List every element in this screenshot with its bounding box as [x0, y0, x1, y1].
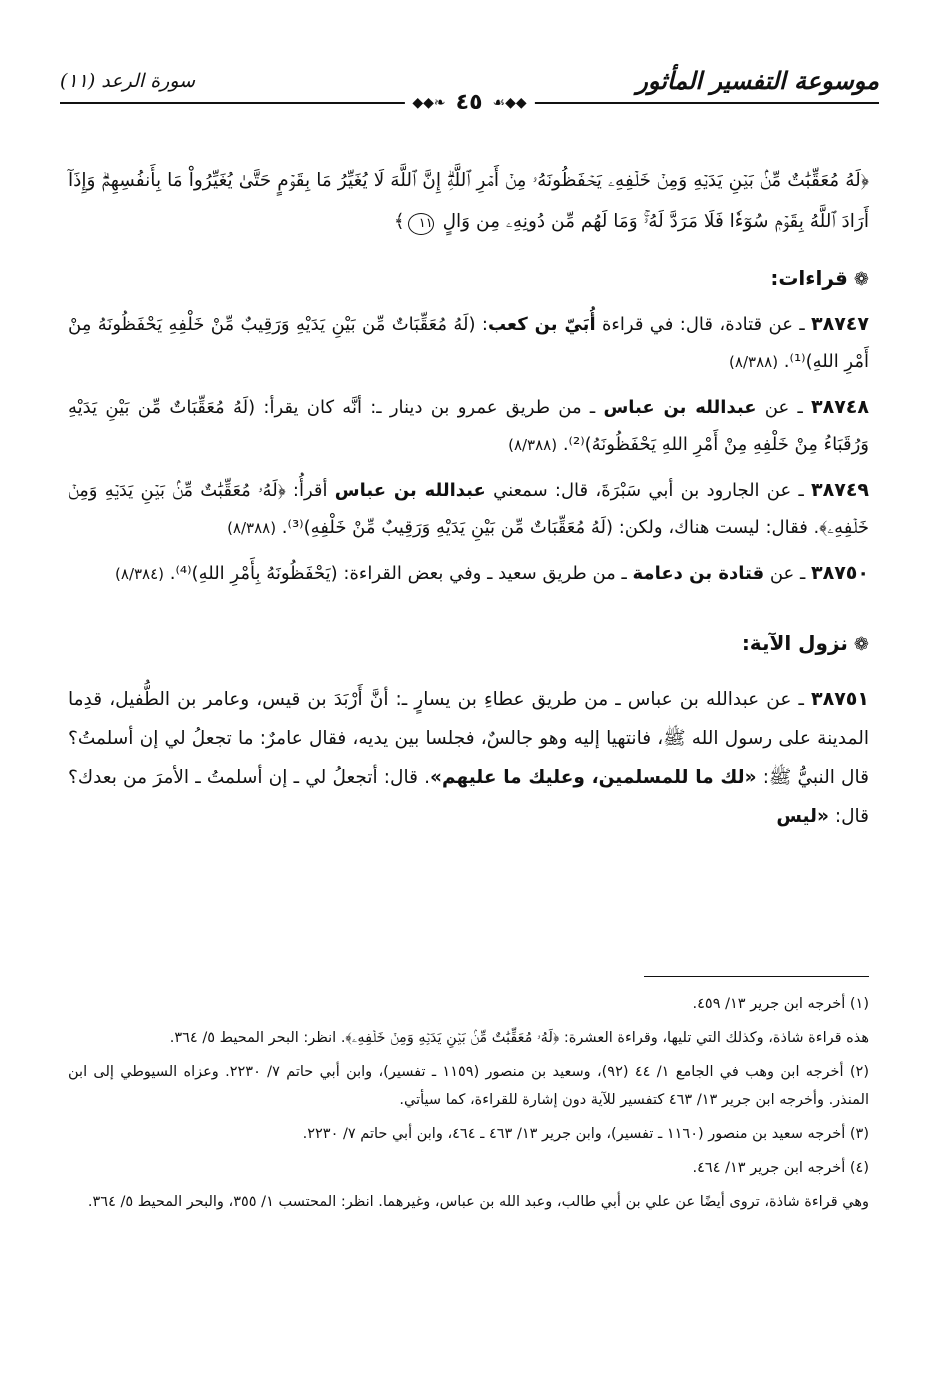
footnote: (٤) أخرجه ابن جرير ١٣/ ٤٦٤.	[692, 1160, 869, 1176]
narration-text: ـ من طريق سعيد ـ وفي بعض القراءة: (يَحْفَظُونَهُ بِأَمْرِ اللهِ)⁽⁴⁾.	[169, 563, 633, 584]
section-heading-label: نزول الآية:	[741, 631, 848, 655]
narrator-name: عبدالله بن عباس	[334, 480, 486, 501]
narration-text: أقرأُ: ﴿لَهُۥ مُعَقِّبَٰتٌ مِّنۢ بَيۡنِ يَدَيۡهِ وَمِنۡ خَلۡفِهِۦ﴾. فقال: ليست هناك، ولكن: (لَهُ مُعَقِّبَاتٌ مِّن بَيْنِ يَدَيْهِ وَرَقِيبٌ مِّنْ خَلْفِهِ)⁽³⁾.	[68, 480, 869, 538]
section-heading-nuzul	[68, 627, 869, 661]
narration-entry	[68, 472, 869, 547]
hadith-quote: «ليس	[776, 805, 829, 827]
main-content	[68, 160, 869, 854]
spacer	[68, 601, 869, 623]
narrator-name: عبدالله بن عباس	[603, 397, 757, 418]
narration-text: ـ عن	[756, 397, 812, 418]
verse-text: ﴿لَهُ مُعَقِّبَٰتٌ مِّنۢ بَيۡنِ يَدَيۡهِ وَمِنۡ خَلۡفِهِۦ يَحۡفَظُونَهُۥ مِنۡ أَمۡرِ ٱللَّهِۗ إِنَّ ٱللَّهَ لَا يُغَيِّرُ مَا بِقَوۡمٍ حَتَّىٰ يُغَيِّرُواْ مَا بِأَنفُسِهِمۡۗ وَإِذَآ أَرَادَ ٱللَّهُ بِقَوۡمٖ سُوٓءٗا فَلَا مَرَدَّ لَهُۥۚ وَمَا لَهُم مِّن دُونِهِۦ مِن وَالٍ	[68, 170, 869, 232]
page-number-block	[404, 90, 534, 115]
section-heading-qiraat	[68, 262, 869, 296]
narration-text: ـ عن	[764, 563, 812, 584]
footnote-rule	[644, 976, 869, 977]
flower-icon: ❁	[853, 269, 869, 290]
footnote: (٢) أخرجه ابن وهب في الجامع ١/ ٤٤ (٩٢)، وسعيد بن منصور (١١٥٩ ـ تفسير)، وابن أبي حاتم ٧/ ٢٢٣٠. وعزاه السيوطي إلى ابن المنذر. وأخرجه ابن جرير ١٣/ ٤٦٣ كتفسير للآية دون إشارة للقراءة، كما سيأتي.	[68, 1064, 869, 1108]
narration-text: ـ عن الجارود بن أبي سَبْرَةَ، قال: سمعني	[485, 480, 812, 501]
section-heading-label: قراءات:	[770, 266, 848, 290]
narration-text: : (لَهُ مُعَقِّبَاتٌ مِّن بَيْنِ يَدَيْهِ وَرَقِيبٌ مِّنْ خَلْفِهِ يَحْفَظُونَهُ مِنْ أَمْرِ اللهِ)⁽¹⁾.	[68, 314, 869, 372]
narration-number: ٣٨٧٤٧	[811, 313, 869, 335]
page-number: ٤٥	[455, 90, 483, 115]
narration-text: ـ عن قتادة، قال: في قراءة	[595, 314, 812, 335]
flower-icon: ❁	[853, 634, 869, 655]
quran-verse	[68, 160, 869, 242]
narrator-name: أُبَيّ بن كعب	[487, 314, 596, 335]
footnotes	[68, 990, 869, 1222]
volume-reference: (٨/٣٨٨)	[227, 519, 277, 537]
narration-number: ٣٨٧٥١	[811, 687, 869, 710]
narration-entry	[68, 306, 869, 381]
volume-reference: (٨/٣٨٨)	[508, 436, 558, 454]
surah-title: سورة الرعد (١١)	[60, 70, 196, 92]
ayah-number: ١١	[408, 213, 434, 235]
narration-entry	[68, 389, 869, 464]
footnote: هذه قراءة شاذة، وكذلك التي تليها، وقراءة العشرة: ﴿لَهُۥ مُعَقِّبَٰتٌ مِّنۢ بَيۡنِ يَدَيۡهِ وَمِنۡ خَلۡفِهِۦ﴾. انظر: البحر المحيط ٥/ ٣٦٤.	[169, 1030, 869, 1046]
book-title: موسوعة التفسير المأثور	[636, 66, 879, 95]
ornament-icon: ◆◆❧	[412, 94, 446, 111]
volume-reference: (٨/٣٨٤)	[115, 565, 165, 583]
narration-number: ٣٨٧٤٨	[811, 396, 869, 418]
narrator-name: قتادة بن دعامة	[632, 563, 765, 584]
volume-reference: (٨/٣٨٨)	[729, 353, 779, 371]
narration-text: ـ عن عبدالله بن عباس ـ من طريق عطاءِ بن يسارٍ ـ: أنَّ أَرْبَدَ بن قيس، وعامر بن الطُّفيل، قدِما المدينة على رسول الله ﷺ، فانتهيا إليه وهو جالسٌ، فجلسا بين يديه، فقال عامرٌ: ما تجعلُ لي إن أسلمتُ؟ قال النبيُّ ﷺ:	[68, 688, 869, 788]
narration-text: . قال: أتجعلُ لي ـ إن أسلمتُ ـ الأمرَ من بعدك؟ قال:	[68, 766, 869, 827]
footnote: وهي قراءة شاذة، تروى أيضًا عن علي بن أبي طالب، وعبد الله بن عباس، وغيرهما. انظر: المحتسب ١/ ٣٥٥، والبحر المحيط ٥/ ٣٦٤.	[87, 1194, 869, 1210]
narration-number: ٣٨٧٤٩	[811, 479, 870, 501]
verse-close: ﴾	[393, 211, 405, 232]
narration-text: ـ من طريق عمرو بن دينار ـ: أنَّه كان يقرأ: (لَهُ مُعَقِّبَاتٌ مِّن بَيْنِ يَدَيْهِ وَرُقَبَاءُ مِنْ خَلْفِهِ مِنْ أَمْرِ اللهِ يَحْفَظُونَهُ)⁽²⁾.	[68, 397, 869, 455]
narration-entry	[68, 680, 869, 836]
hadith-quote: «لك ما للمسلمين، وعليك ما عليهم»	[430, 766, 757, 788]
footnote: (١) أخرجه ابن جرير ١٣/ ٤٥٩.	[692, 996, 869, 1012]
ornament-icon: ☙◆◆	[492, 94, 527, 111]
footnote: (٣) أخرجه سعيد بن منصور (١١٦٠ ـ تفسير)، وابن جرير ١٣/ ٤٦٣ ـ ٤٦٤، وابن أبي حاتم ٧/ ٢٢٣٠.	[302, 1126, 869, 1142]
page-header	[60, 58, 879, 122]
narration-entry	[68, 555, 869, 593]
narration-number: ٣٨٧٥٠	[811, 562, 869, 584]
